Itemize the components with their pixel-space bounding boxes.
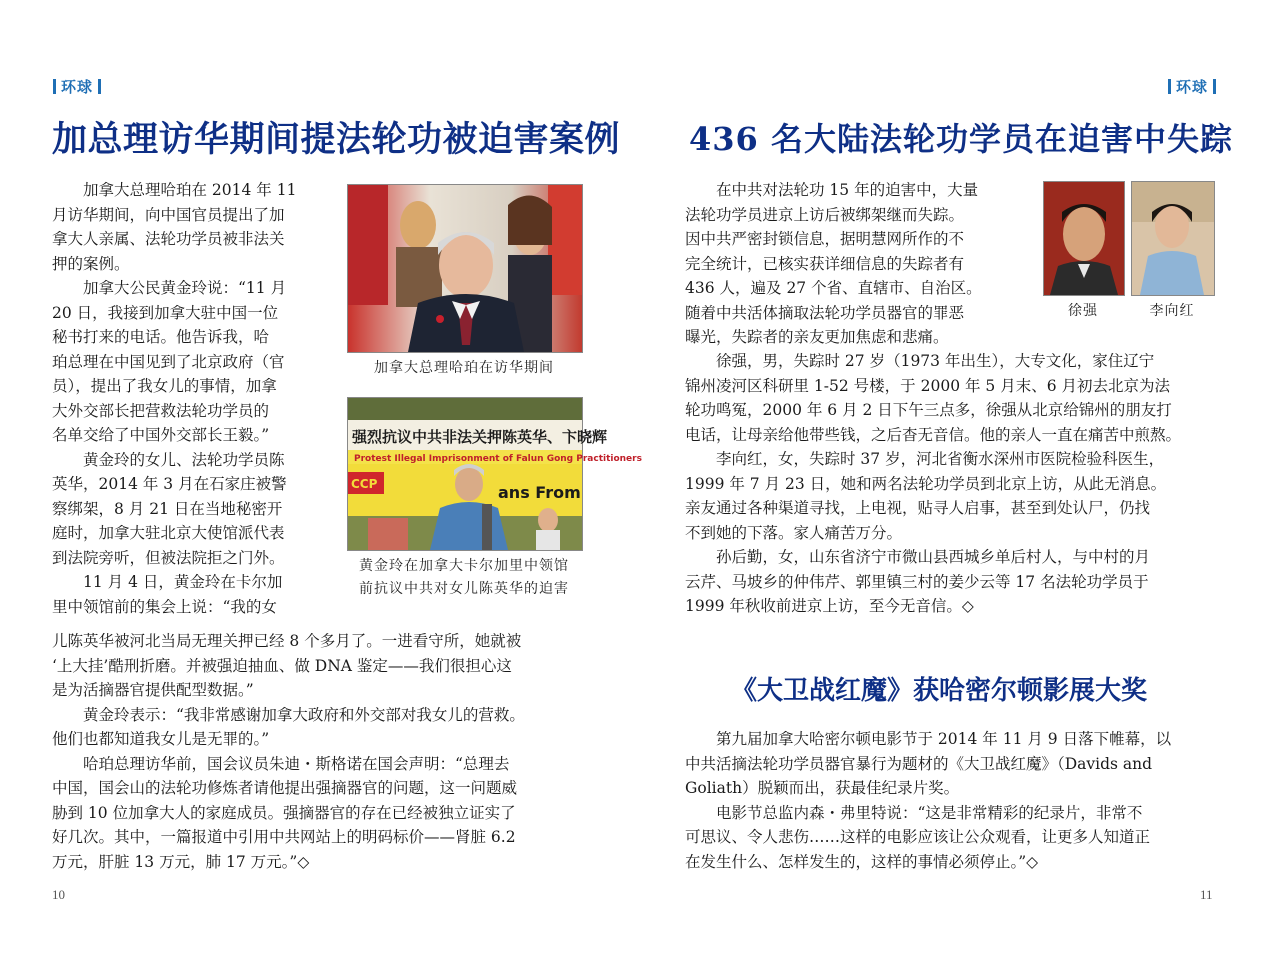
section-tag	[48, 76, 106, 97]
text-line: 在发生什么、怎样发生的，这样的事情必须停止。”◇	[685, 852, 1039, 871]
text-line: 秘书打来的电话。他告诉我，哈	[52, 328, 270, 346]
article2-title: 《大卫战红魔》获哈密尔顿影展大奖	[731, 676, 1148, 706]
text-line: 员），提出了我女儿的事情，加拿	[52, 377, 277, 395]
article-body-narrow	[52, 178, 338, 619]
text-line: 是为活摘器官提供配型数据。”	[52, 681, 254, 699]
protest-photo	[347, 397, 642, 551]
text-line: 11 月 4 日，黄金玲在卡尔加	[52, 573, 283, 591]
text-line: 徐强，男，失踪时 27 岁（1973 年出生），大专文化，家住辽宁	[685, 352, 1155, 370]
harper-photo-caption: 加拿大总理哈珀在访华期间	[374, 360, 554, 376]
text-line: 拿大人亲属、法轮功学员被非法关	[52, 230, 285, 248]
text-line: 在中共对法轮功 15 年的迫害中，大量	[685, 181, 979, 199]
text-line: 名单交给了中国外交部长王毅。”	[52, 426, 270, 444]
text-line: 加拿大总理哈珀在 2014 年 11	[52, 181, 297, 199]
text-line: 因中共严密封锁信息，据明慧网所作的不	[685, 230, 965, 248]
text-line: 黄金玲表示：“我非常感谢加拿大政府和外交部对我女儿的营救。	[52, 705, 525, 724]
svg-text:CCP: CCP	[351, 477, 378, 491]
text-line: 儿陈英华被河北当局无理关押已经 8 个多月了。一进看守所，她就被	[52, 632, 522, 650]
text-line: 到法院旁听，但被法院拒之门外。	[52, 548, 285, 567]
text-line: 察绑架，8 月 21 日在当地秘密开	[52, 499, 283, 518]
article-title: 436 名大陆法轮功学员在迫害中失踪	[689, 120, 1233, 158]
text-line: 436 人，遍及 27 个省、直辖市、自治区。	[685, 279, 982, 297]
portrait-xu-qiang	[1043, 181, 1125, 296]
text-line: 加拿大公民黄金玲说：“11 月	[52, 279, 287, 297]
text-line: 孙后勤，女，山东省济宁市微山县西城乡单后村人，与中村的月	[685, 548, 1151, 566]
article2-body	[685, 727, 1215, 874]
text-line: 中国，国会山的法轮功修炼者请他提出强摘器官的问题，这一问题威	[52, 779, 518, 797]
text-line: 英华，2014 年 3 月在石家庄被警	[52, 475, 287, 493]
text-line: 押的案例。	[52, 254, 130, 273]
text-line: 可思议、令人悲伤……这样的电影应该让公众观看，让更多人知道正	[685, 828, 1151, 846]
protest-banner-text: 强烈抗议中共非法关押陈英华、卞晓辉	[352, 428, 608, 446]
text-line: 电话，让母亲给他带些钱，之后杳无音信。他的亲人一直在痛苦中煎熬。	[685, 425, 1182, 444]
text-line: 胁到 10 位加拿大人的家庭成员。强摘器官的存在已经被独立证实了	[52, 803, 516, 822]
article-body-wide	[52, 629, 582, 874]
text-line: 黄金玲的女儿、法轮功学员陈	[52, 450, 285, 469]
text-line: 万元，肝脏 13 万元，肺 17 万元。”◇	[52, 852, 310, 871]
text-line: 1999 年 7 月 23 日，她和两名法轮功学员到北京上访，从此无消息。	[685, 474, 1167, 493]
text-line: 哈珀总理访华前，国会议员朱迪・斯格诺在国会声明：“总理去	[52, 754, 510, 773]
text-line: 他们也都知道我女儿是无罪的。”	[52, 730, 270, 748]
text-line: 庭时，加拿大驻北京大使馆派代表	[52, 524, 285, 542]
article-body-wide	[685, 349, 1215, 619]
text-line: 中共活摘法轮功学员器官暴行为题材的《大卫战红魔》（Davids and	[685, 754, 1153, 773]
text-line: ‘上大挂’酷刑折磨。并被强迫抽血、做 DNA 鉴定——我们很担心这	[52, 656, 512, 675]
harper-photo	[347, 184, 583, 353]
section-label: 环球	[61, 78, 94, 96]
text-line: 里中领馆前的集会上说：“我的女	[52, 597, 277, 616]
protest-photo-caption	[347, 555, 581, 601]
text-line: 不到她的下落。家人痛苦万分。	[685, 523, 903, 542]
text-line: 云芹、马坡乡的仲伟芹、郭里镇三村的姜少云等 17 名法轮功学员于	[685, 572, 1149, 591]
right-page	[633, 0, 1265, 978]
text-line: 好几次。其中，一篇报道中引用中共网站上的明码标价——肾脏 6.2	[52, 828, 516, 846]
article-title: 加总理访华期间提法轮功被迫害案例	[52, 119, 621, 160]
text-line: 李向红，女，失踪时 37 岁，河北省衡水深州市医院检验科医生，	[685, 450, 1165, 468]
text-line: Goliath）脱颖而出，获最佳纪录片奖。	[685, 779, 960, 797]
text-line: 锦州凌河区科研里 1-52 号楼，于 2000 年 5 月末、6 月初去北京为法	[685, 376, 1170, 395]
text-line: 完全统计，已核实获详细信息的失踪者有	[685, 254, 965, 273]
text-line: 亲友通过各种渠道寻找，上电视，贴寻人启事，甚至到处认尸，仍找	[685, 499, 1151, 517]
text-line: 电影节总监内森・弗里特说：“这是非常精彩的纪录片，非常不	[685, 803, 1143, 822]
text-line: 20 日，我接到加拿大驻中国一位	[52, 303, 279, 322]
protest-caption-line1: 黄金玲在加拿大卡尔加里中领馆	[359, 558, 569, 574]
article-body-narrow	[685, 178, 1015, 350]
section-label: 环球	[1176, 78, 1209, 96]
text-line: 月访华期间，向中国官员提出了加	[52, 205, 285, 224]
portrait-li-xianghong	[1131, 181, 1215, 296]
portrait-caption-xu: 徐强	[1068, 303, 1098, 319]
protest-banner-english: Protest Illegal Imprisonment of Falun Gong Practitioners	[354, 454, 642, 464]
page-number: 10	[52, 887, 65, 902]
text-line: 轮功鸣冤，2000 年 6 月 2 日下午三点多，徐强从北京给锦州的朋友打	[685, 401, 1172, 419]
text-line: 曝光，失踪者的亲友更加焦虑和悲痛。	[685, 328, 949, 346]
text-line: 第九届加拿大哈密尔顿电影节于 2014 年 11 月 9 日落下帷幕，以	[685, 730, 1172, 748]
protest-caption-line2: 前抗议中共对女儿陈英华的迫害	[359, 581, 569, 597]
page-number: 11	[1200, 887, 1213, 902]
text-line: 大外交部长把营救法轮功学员的	[52, 401, 270, 420]
section-tag	[1163, 76, 1221, 97]
text-line: 1999 年秋收前进京上访，至今无音信。◇	[685, 597, 974, 615]
text-line: 随着中共活体摘取法轮功学员器官的罪恶	[685, 303, 965, 322]
text-line: 珀总理在中国见到了北京政府（官	[52, 352, 285, 371]
portrait-caption-li: 李向红	[1149, 303, 1195, 319]
svg-text:ans From: ans From	[498, 483, 581, 502]
text-line: 法轮功学员进京上访后被绑架继而失踪。	[685, 205, 965, 224]
